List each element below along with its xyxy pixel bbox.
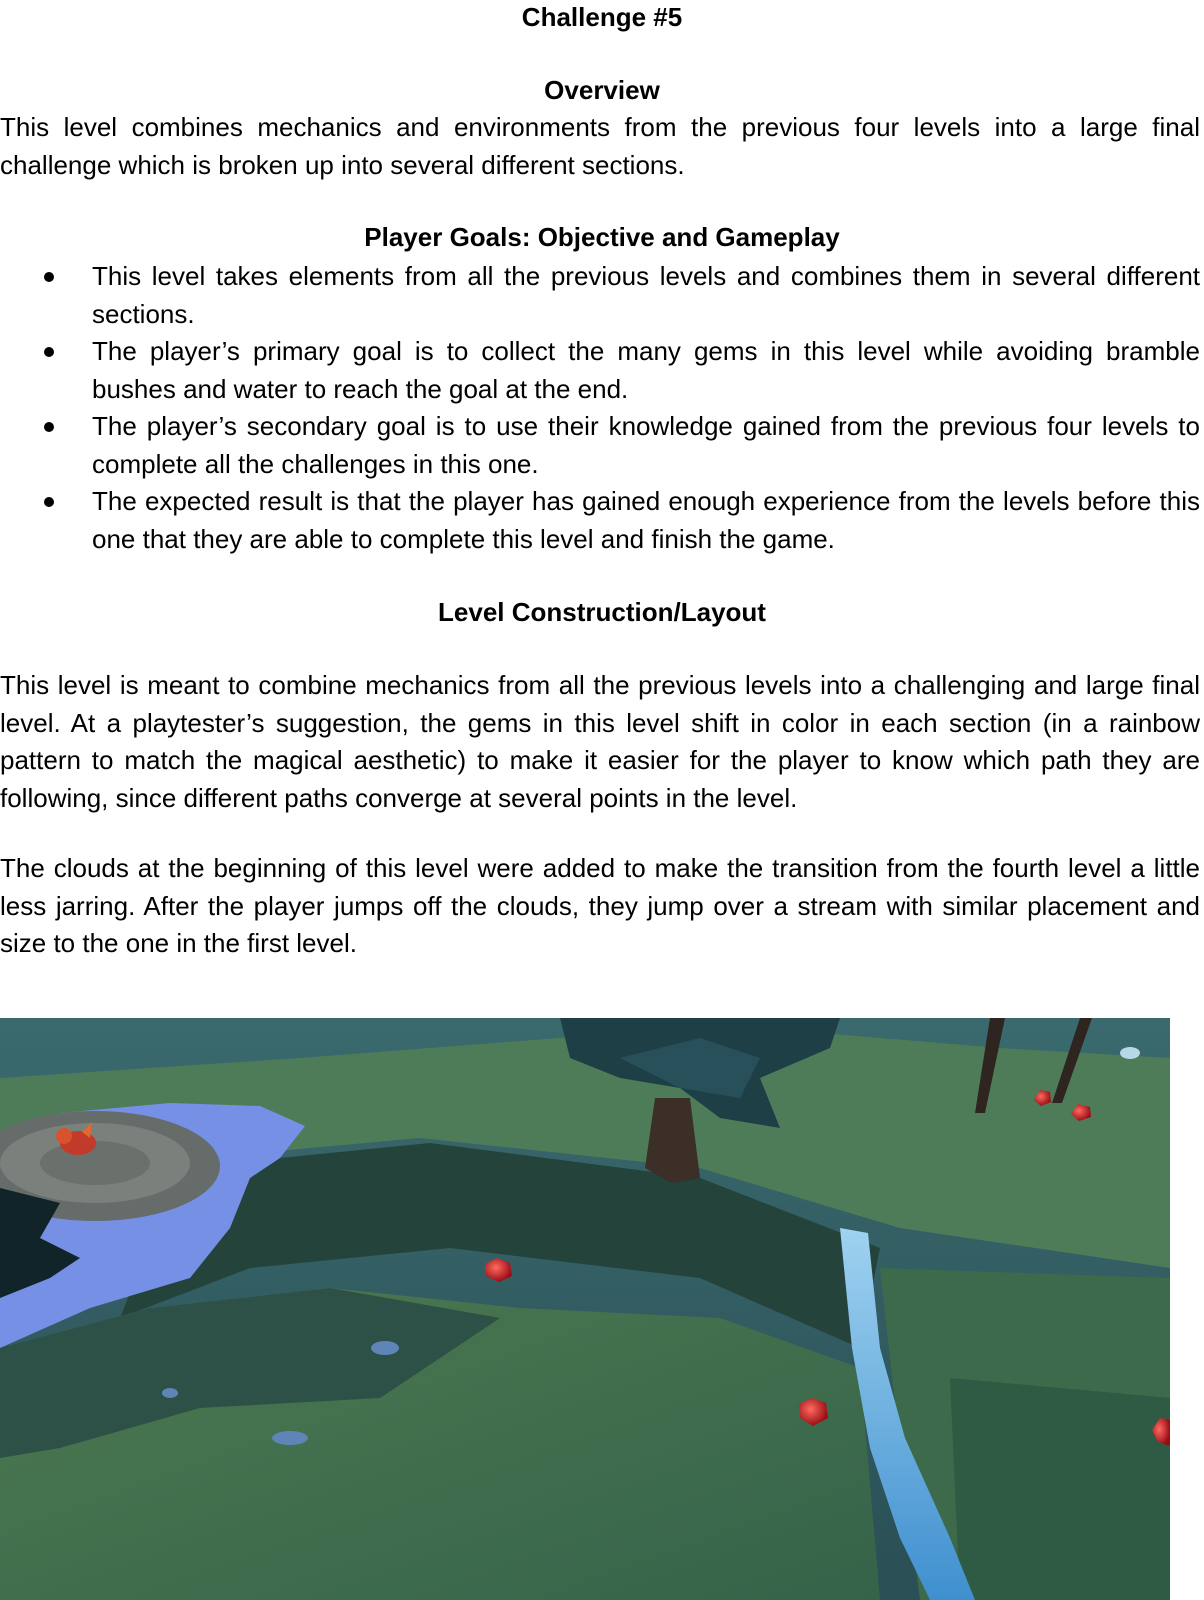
puddle [162, 1388, 178, 1398]
construction-heading: Level Construction/Layout [438, 597, 766, 627]
puddle [371, 1341, 399, 1355]
puddle [272, 1431, 308, 1445]
goals-list [0, 258, 1200, 558]
bullet-icon [44, 347, 54, 357]
stone-platform-center [40, 1141, 150, 1185]
right-slope [950, 1378, 1170, 1600]
goal-text: The player’s secondary goal is to use their knowledge gained from the previous four levels to complete all the challenges in this one. [92, 411, 1200, 479]
goal-text: This level takes elements from all the previous levels and combines them in several different sections. [92, 261, 1200, 329]
crystal [1120, 1047, 1140, 1059]
overview-heading: Overview [544, 75, 660, 105]
level-scene-illustration [0, 1018, 1170, 1600]
bullet-icon [44, 422, 54, 432]
list-item [0, 333, 1200, 408]
goal-text: The expected result is that the player has gained enough experience from the levels before this one that they are able to complete this level and finish the game. [92, 486, 1200, 554]
bullet-icon [44, 272, 54, 282]
document-title: Challenge #5 [521, 2, 683, 32]
bullet-icon [44, 497, 54, 507]
list-item [0, 408, 1200, 483]
goals-heading: Player Goals: Objective and Gameplay [364, 222, 840, 252]
overview-text: This level combines mechanics and environments from the previous four levels into a large final challenge which is broken up into several different sections. [0, 112, 1200, 180]
list-item [0, 258, 1200, 333]
construction-paragraph: The clouds at the beginning of this level were added to make the transition from the fourth level a little less jarring. After the player jumps off the clouds, they jump over a stream with similar placement and size to the one in the first level. [0, 853, 1200, 958]
level-screenshot [0, 1018, 1170, 1600]
list-item [0, 483, 1200, 558]
goal-text: The player’s primary goal is to collect the many gems in this level while avoiding bramble bushes and water to reach the goal at the end. [92, 336, 1200, 404]
construction-paragraph: This level is meant to combine mechanics from all the previous levels into a challenging and large final level. At a playtester’s suggestion, the gems in this level shift in color in each section (in a rainbow pattern to match the magical aesthetic) to make it easier for the player to know which path they are following, since different paths converge at several points in the level. [0, 670, 1200, 813]
